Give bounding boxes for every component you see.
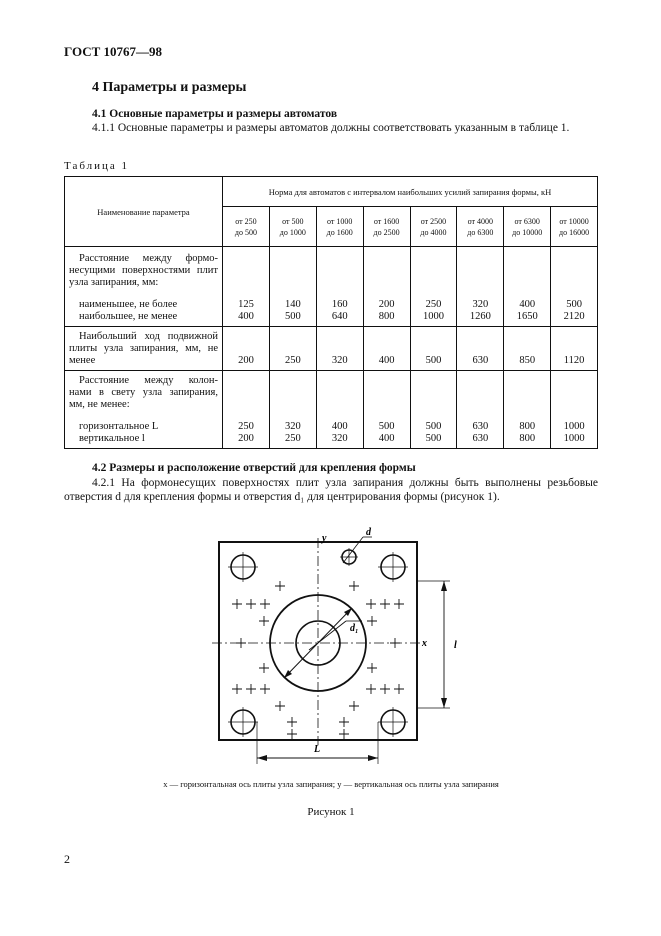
value: 160 bbox=[331, 299, 348, 310]
hole-d1-label: d₁ bbox=[350, 623, 359, 634]
value: 630 bbox=[472, 355, 489, 366]
row-sublabel: горизонтальное L bbox=[79, 421, 159, 432]
table-caption: Таблица 1 bbox=[64, 160, 130, 172]
value: 140 bbox=[284, 299, 301, 310]
value: 400 bbox=[378, 355, 395, 366]
value: 400 bbox=[519, 299, 536, 310]
dimension-L-label: L bbox=[314, 744, 321, 755]
table-header-parameter: Наименование параметра bbox=[65, 177, 223, 247]
subsection-4-1-title: 4.1 Основные параметры и размеры автоматов bbox=[92, 108, 338, 120]
bolt-cross-mark bbox=[236, 638, 246, 648]
x-axis-label: x bbox=[422, 638, 427, 649]
range-line: от 2500 bbox=[420, 216, 447, 226]
bolt-cross-mark bbox=[394, 599, 404, 609]
row-label-line: Расстояние между формо- bbox=[79, 253, 218, 264]
row-label-line: мм, не менее: bbox=[69, 399, 130, 410]
value: 630 bbox=[472, 421, 489, 432]
value: 1120 bbox=[563, 355, 585, 366]
range-line: от 250 bbox=[235, 216, 257, 226]
paragraph-4-2-1-line1: 4.2.1 На формонесущих поверхностях плит узла запирания должны быть выполнены резьбовые bbox=[92, 477, 598, 489]
value: 400 bbox=[331, 421, 348, 432]
row-sublabel: вертикальное l bbox=[79, 433, 145, 444]
value: 1260 bbox=[469, 311, 491, 322]
value: 250 bbox=[284, 355, 301, 366]
bolt-cross-mark bbox=[380, 599, 390, 609]
bolt-cross-mark bbox=[366, 599, 376, 609]
row-label-line: несущими поверхностями плит bbox=[69, 265, 218, 276]
range-line: до 1600 bbox=[326, 227, 353, 237]
bolt-cross-mark bbox=[259, 663, 269, 673]
range-line: от 4000 bbox=[467, 216, 493, 226]
bolt-cross-mark bbox=[367, 663, 377, 673]
value: 1000 bbox=[563, 433, 585, 444]
value: 500 bbox=[425, 421, 442, 432]
bolt-cross-mark bbox=[339, 729, 349, 739]
bolt-cross-mark bbox=[246, 684, 256, 694]
dimension-l-label: l bbox=[454, 640, 457, 651]
value: 1650 bbox=[516, 311, 538, 322]
value: 800 bbox=[519, 433, 536, 444]
value: 400 bbox=[378, 433, 395, 444]
row-label-line: нами в свету узла запирания, bbox=[69, 387, 218, 398]
range-line: от 500 bbox=[282, 216, 304, 226]
row-sublabel: наибольшее, не менее bbox=[79, 311, 178, 322]
range-line: до 2500 bbox=[373, 227, 400, 237]
value: 320 bbox=[331, 355, 348, 366]
paragraph-4-2-1-line2: отверстия d для крепления формы и отверстия d₁ для центрирования формы (рисунок 1). bbox=[64, 491, 500, 503]
bolt-cross-mark bbox=[232, 599, 242, 609]
value: 1000 bbox=[422, 311, 444, 322]
row-label-line: Наибольший ход подвижной bbox=[79, 331, 218, 342]
row-label-line: плиты узла запирания, мм, не bbox=[69, 343, 218, 354]
bolt-cross-mark bbox=[390, 638, 400, 648]
value: 125 bbox=[238, 299, 254, 310]
value: 800 bbox=[378, 311, 395, 322]
value: 500 bbox=[284, 311, 301, 322]
range-line: до 6300 bbox=[467, 227, 494, 237]
value: 850 bbox=[519, 355, 536, 366]
bolt-cross-mark bbox=[275, 581, 285, 591]
bolt-cross-mark bbox=[246, 599, 256, 609]
page-number: 2 bbox=[64, 852, 70, 866]
figure-note: x — горизонтальная ось плиты узла запирания; y — вертикальная ось плиты узла запирания bbox=[163, 779, 499, 789]
value: 200 bbox=[238, 433, 254, 444]
bolt-cross-mark bbox=[287, 717, 297, 727]
y-axis-label: y bbox=[322, 533, 327, 544]
value: 200 bbox=[378, 299, 395, 310]
range-line: до 16000 bbox=[559, 227, 590, 237]
range-line: до 500 bbox=[234, 227, 257, 237]
value: 500 bbox=[566, 299, 582, 310]
row-sublabel: наименьшее, не более bbox=[79, 299, 178, 310]
value: 320 bbox=[331, 433, 348, 444]
bolt-cross-mark bbox=[260, 599, 270, 609]
value: 400 bbox=[238, 311, 254, 322]
value: 500 bbox=[378, 421, 395, 432]
table-header-norm: Норма для автоматов с интервалом наибольших усилий запирания формы, кН bbox=[223, 177, 598, 207]
range-line: от 1600 bbox=[373, 216, 400, 226]
row-label-line: узла запирания, мм: bbox=[69, 277, 159, 288]
range-line: от 6300 bbox=[514, 216, 540, 226]
bolt-cross-mark bbox=[339, 717, 349, 727]
value: 640 bbox=[331, 311, 348, 322]
figure-title: Рисунок 1 bbox=[307, 806, 355, 818]
range-line: до 4000 bbox=[420, 227, 447, 237]
bolt-cross-mark bbox=[349, 701, 359, 711]
section-title: 4 Параметры и размеры bbox=[92, 80, 247, 95]
value: 200 bbox=[238, 355, 254, 366]
value: 800 bbox=[519, 421, 536, 432]
bolt-cross-mark bbox=[259, 616, 269, 626]
paragraph-4-1-1: 4.1.1 Основные параметры и размеры автоматов должны соответствовать указанным в таблице 1. bbox=[92, 122, 570, 134]
range-line: до 10000 bbox=[512, 227, 543, 237]
value: 500 bbox=[425, 355, 442, 366]
value: 320 bbox=[472, 299, 489, 310]
value: 2120 bbox=[563, 311, 585, 322]
value: 500 bbox=[425, 433, 442, 444]
range-line: от 10000 bbox=[559, 216, 589, 226]
row-label-line: менее bbox=[69, 355, 96, 366]
subsection-4-2-title: 4.2 Размеры и расположение отверстий для крепления формы bbox=[92, 462, 416, 474]
bolt-cross-mark bbox=[275, 701, 285, 711]
value: 630 bbox=[472, 433, 489, 444]
row-label-line: Расстояние между колон- bbox=[79, 375, 218, 386]
range-line: до 1000 bbox=[279, 227, 306, 237]
range-line: от 1000 bbox=[326, 216, 353, 226]
document-header: ГОСТ 10767—98 bbox=[64, 44, 163, 59]
bolt-cross-mark bbox=[380, 684, 390, 694]
bolt-cross-mark bbox=[260, 684, 270, 694]
bolt-cross-mark bbox=[367, 616, 377, 626]
bolt-cross-mark bbox=[349, 581, 359, 591]
value: 1000 bbox=[563, 421, 585, 432]
bolt-cross-mark bbox=[287, 729, 297, 739]
value: 320 bbox=[284, 421, 301, 432]
hole-d-label: d bbox=[366, 527, 371, 538]
value: 250 bbox=[238, 421, 254, 432]
value: 250 bbox=[425, 299, 442, 310]
bolt-cross-mark bbox=[232, 684, 242, 694]
bolt-cross-mark bbox=[366, 684, 376, 694]
value: 250 bbox=[284, 433, 301, 444]
bolt-cross-mark bbox=[394, 684, 404, 694]
